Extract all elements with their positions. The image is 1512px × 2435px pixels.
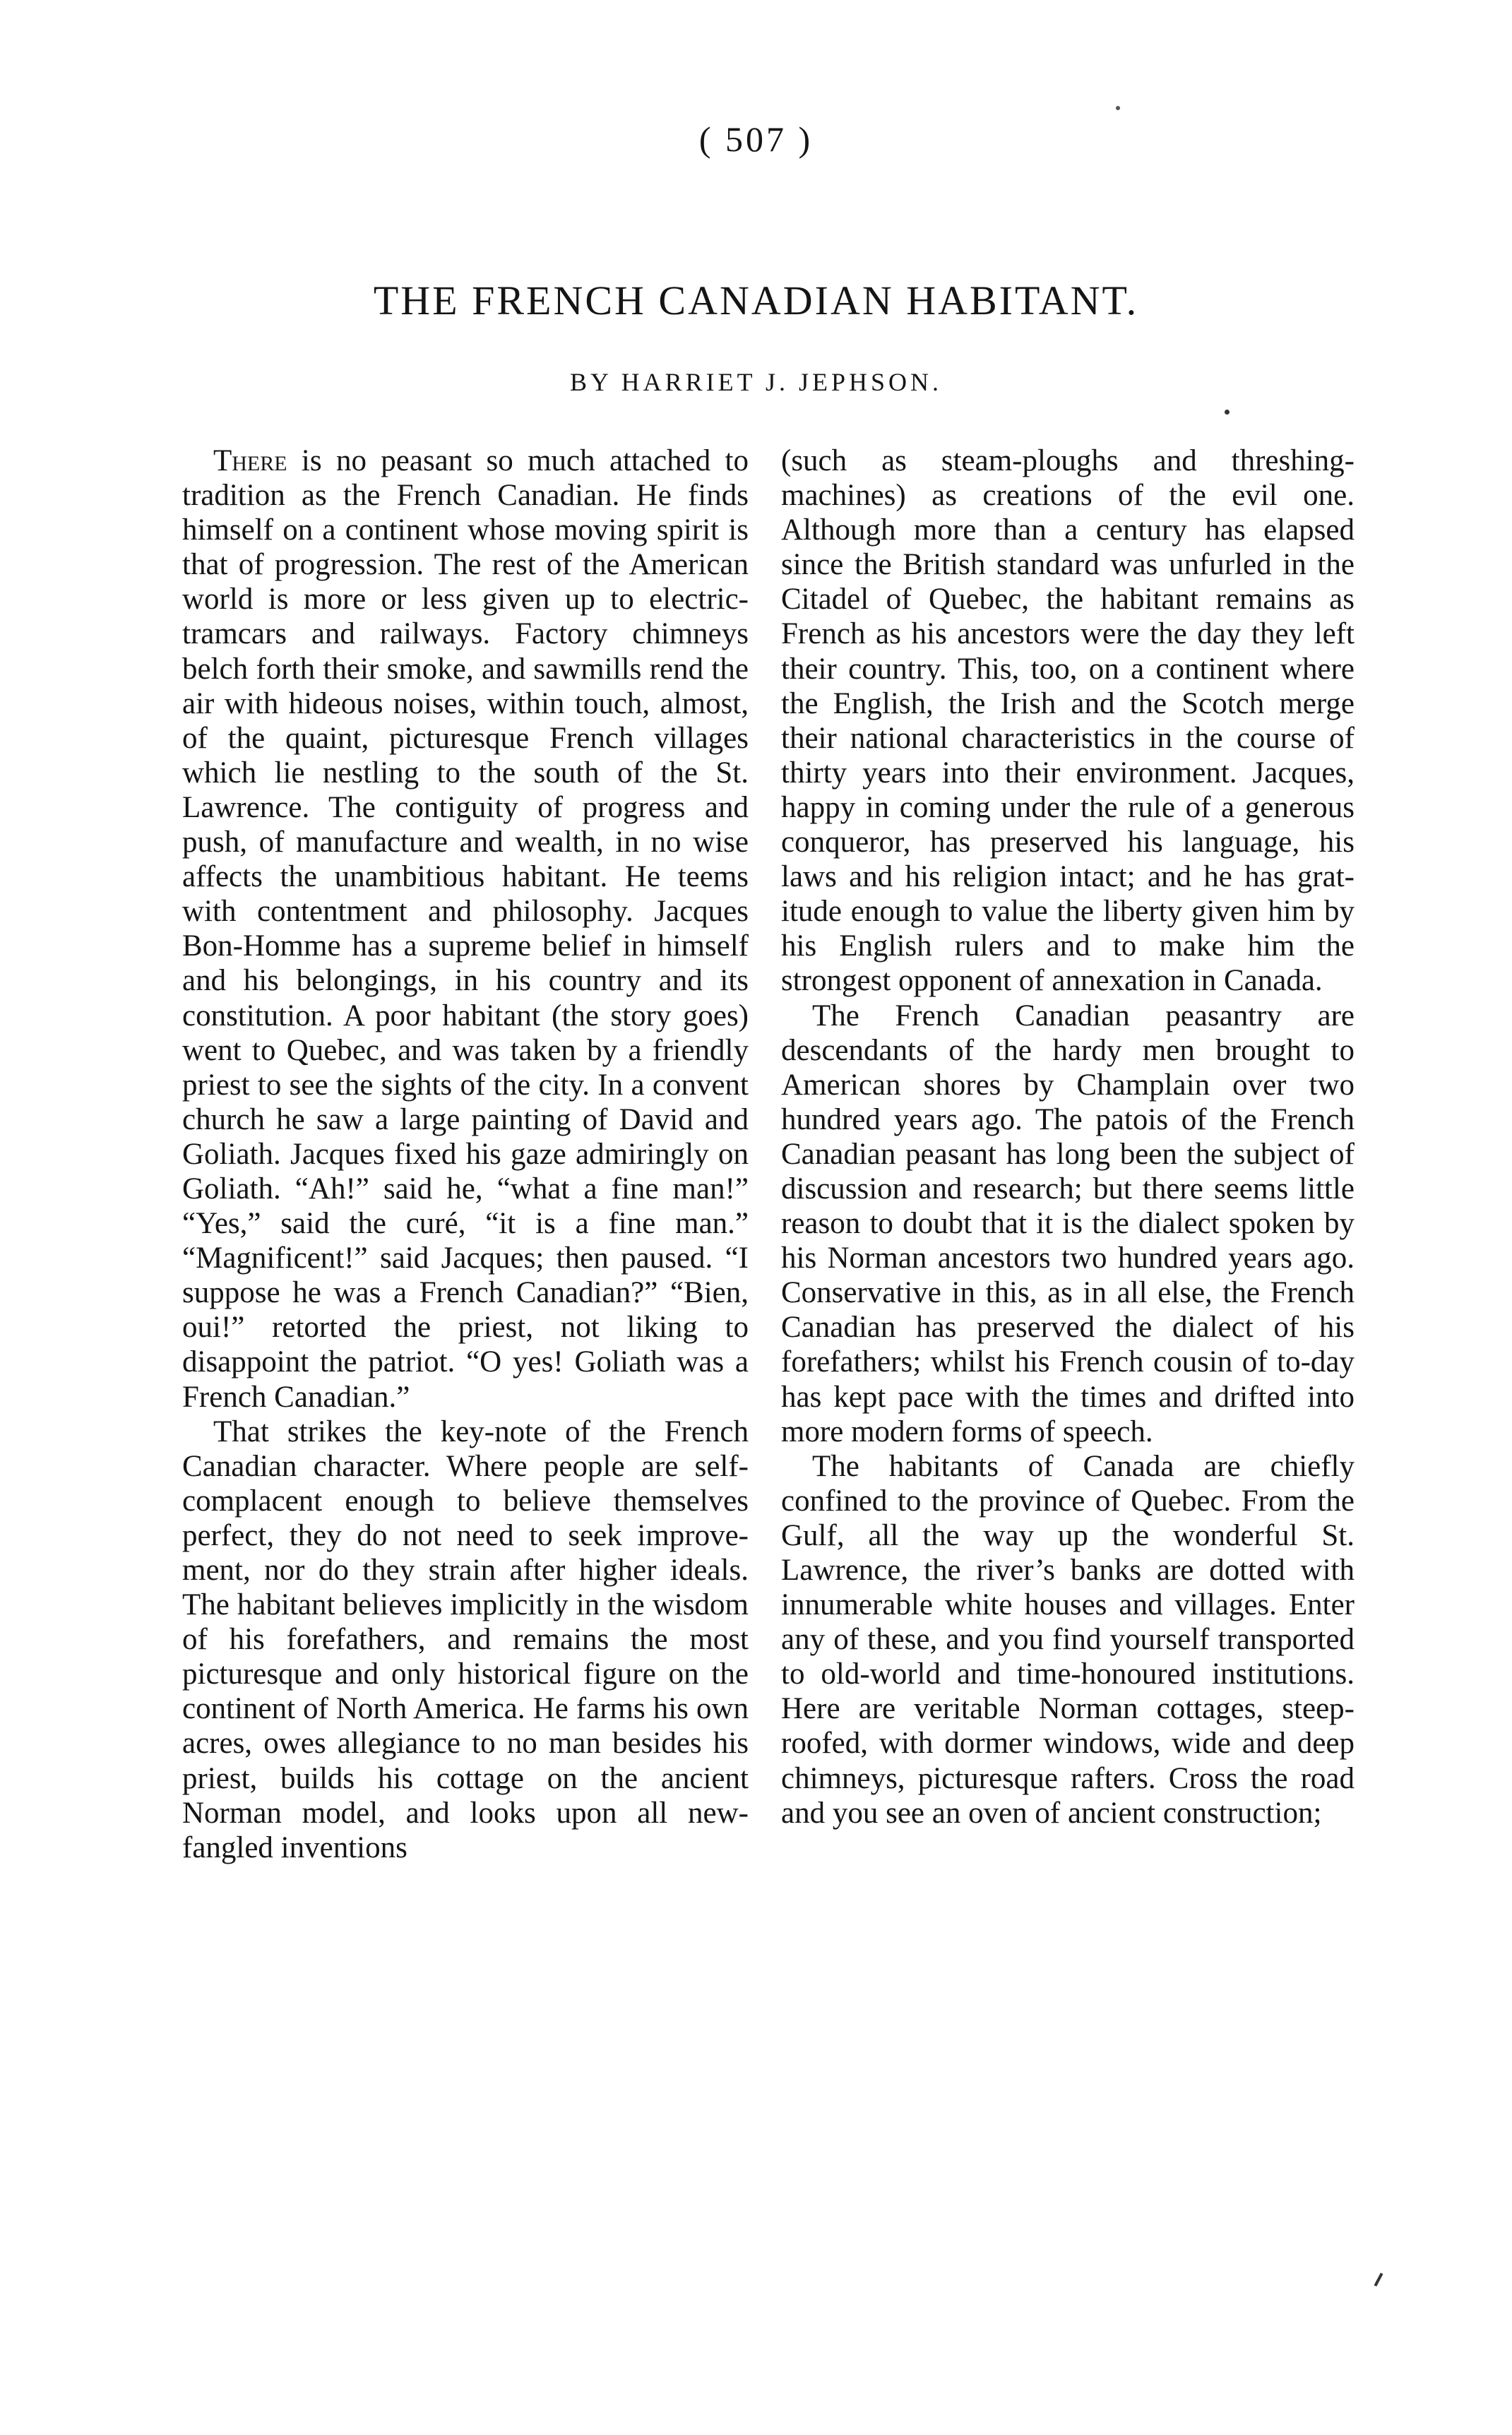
- article-byline: BY HARRIET J. JEPHSON.: [569, 368, 943, 396]
- paragraph: The habitants of Canada are chiefly confined to the province of Quebec. From the Gulf, all the way up the wonderful St. Lawrence, the river’s banks are dotted with innumerable white houses and villages. Enter any of these, and you find yourself transported to old-world and time-honoured institutions. Here are veritable Norman cottages, steep-roofed, with dormer windows, wide and deep chimneys, picturesque rafters. Cross the road and you see an oven of ancient construction;: [781, 1449, 1355, 1830]
- paragraph-opening-word: There: [213, 444, 287, 477]
- right-column: [781, 443, 1355, 1830]
- paragraph-continued: (such as steam-ploughs and threshing-machines) as creations of the evil one. Although more than a century has elapsed since the British standard was unfurled in the Citadel of Quebec, the habitant remains as French as his ancestors were the day they left their country. This, too, on a continent where the English, the Irish and the Scotch merge their national characteristics in the course of thirty years into their environment. Jacques, happy in coming under the rule of a generous conqueror, has preserved his language, his laws and his religion intact; and he has gratitude enough to value the liberty given him by his English rulers and to make him the strongest opponent of annexation in Canada.: [781, 444, 1355, 998]
- left-column: [182, 443, 749, 1865]
- paragraph: That strikes the key-note of the French Canadian character. Where people are self-complacent enough to believe themselves perfect, they do not need to seek improvement, nor do they strain after higher ideals. The habitant believes implicitly in the wisdom of his forefathers, and remains the most picturesque and only historical figure on the continent of North America. He farms his own acres, owes allegiance to no man besides his priest, builds his cottage on the ancient Norman model, and looks upon all new-fangled inventions: [182, 1415, 749, 1864]
- article-title: THE FRENCH CANADIAN HABITANT.: [373, 278, 1139, 323]
- print-speck: [1116, 106, 1120, 110]
- print-tick: [1374, 2273, 1383, 2287]
- paragraph-text: is no peasant so much attached to tradition as the French Canadian. He finds himself on a continent whose moving spirit is that of progression. The rest of the American world is more or less given up to electric-tramcars and railways. Factory chimneys belch forth their smoke, and sawmills rend the air with hideous noises, within touch, almost, of the quaint, picturesque French villages which lie nestling to the south of the St. Lawrence. The contiguity of progress and push, of manufacture and wealth, in no wise affects the unambitious habitant. He teems with contentment and philosophy. Jacques Bon-Homme has a supreme belief in himself and his belongings, in his country and its constitution. A poor habitant (the story goes) went to Quebec, and was taken by a friendly priest to see the sights of the city. In a convent church he saw a large painting of David and Goliath. Jacques fixed his gaze admiringly on Goliath. “Ah!” said he, “what a fine man!” “Yes,” said the curé, “it is a fine man.” “Magnificent!” said Jacques; then paused. “I suppose he was a French Canadian?” “Bien, oui!” retorted the priest, not liking to disappoint the patriot. “O yes! Goliath was a French Canadian.”: [182, 444, 749, 1414]
- page-number: ( 507 ): [698, 119, 814, 159]
- print-dot: [1225, 410, 1230, 415]
- paragraph: [182, 443, 749, 1415]
- paragraph: The French Canadian peasantry are descendants of the hardy men brought to American shores by Champlain over two hundred years ago. The patois of the French Canadian peasant has long been the subject of discussion and research; but there seems little reason to doubt that it is the dialect spoken by his Norman ancestors two hundred years ago. Conservative in this, as in all else, the French Canadian has preserved the dialect of his forefathers; whilst his French cousin of to-day has kept pace with the times and drifted into more modern forms of speech.: [781, 999, 1355, 1448]
